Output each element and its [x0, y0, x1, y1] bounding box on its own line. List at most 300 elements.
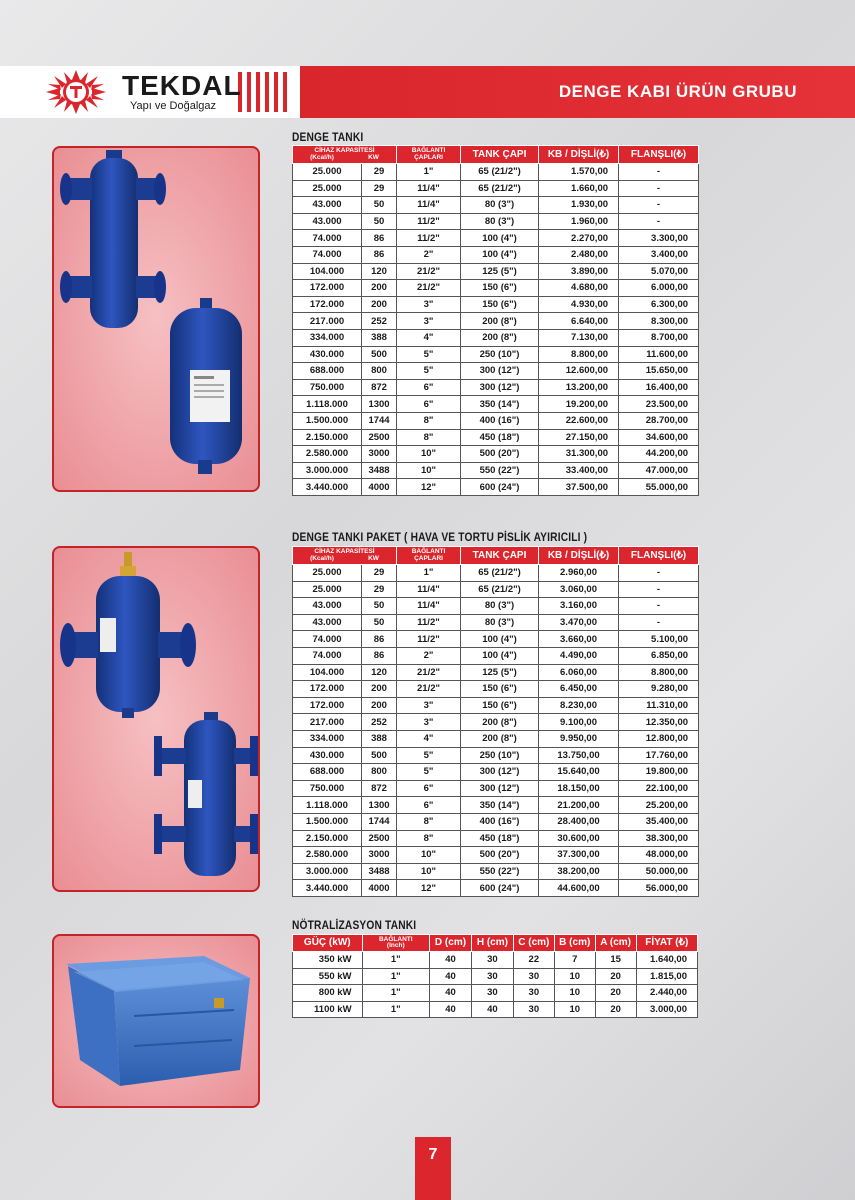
table-cell: 200: [362, 697, 397, 714]
table-cell: 3": [397, 714, 461, 731]
table-cell: 350 (14"): [461, 797, 539, 814]
table-cell: 50.000,00: [619, 863, 699, 880]
table-row: [293, 598, 699, 615]
table-cell: 150 (6"): [461, 280, 539, 297]
table-row: [293, 697, 699, 714]
table-cell: 8.800,00: [619, 664, 699, 681]
header-capacity: [293, 146, 397, 164]
table-cell: 30: [513, 985, 554, 1002]
table-cell: 300 (12"): [461, 379, 539, 396]
table-row: [293, 446, 699, 463]
table-cell: 44.600,00: [539, 880, 619, 897]
table-cell: 2.580.000: [293, 847, 362, 864]
table-cell: 4000: [362, 880, 397, 897]
header-kb-threaded: KB / DİŞLİ(₺): [539, 547, 619, 565]
table-cell: -: [619, 164, 699, 181]
table-cell: 20: [595, 1001, 636, 1018]
table-cell: 6.060,00: [539, 664, 619, 681]
header-tank-diameter: TANK ÇAPI: [461, 146, 539, 164]
table-row: [293, 764, 699, 781]
table-cell: 6.850,00: [619, 647, 699, 664]
table-cell: 1744: [362, 412, 397, 429]
table-cell: 334.000: [293, 730, 362, 747]
table-cell: 800: [362, 764, 397, 781]
table-cell: 3.890,00: [539, 263, 619, 280]
table-cell: 4.490,00: [539, 647, 619, 664]
table-cell: 3.060,00: [539, 581, 619, 598]
table-cell: 6.450,00: [539, 681, 619, 698]
table-cell: 388: [362, 329, 397, 346]
table-cell: 21/2": [397, 681, 461, 698]
table-cell: 6.000,00: [619, 280, 699, 297]
table-cell: 30: [513, 968, 554, 985]
table-cell: 18.150,00: [539, 780, 619, 797]
table-cell: 25.000: [293, 164, 362, 181]
table-row: [293, 565, 699, 582]
header-connection: [362, 935, 430, 952]
table-cell: -: [619, 598, 699, 615]
table-cell: 8.300,00: [619, 313, 699, 330]
table-cell: 800 kW: [293, 985, 363, 1002]
section-title-denge-paket: DENGE TANKI PAKET ( HAVA VE TORTU PİSLİK AYIRICILI ): [292, 530, 588, 544]
table-cell: 10: [554, 985, 595, 1002]
header-kw: KW: [368, 153, 379, 161]
table-cell: 22.100,00: [619, 780, 699, 797]
table-row: [293, 396, 699, 413]
header-capacity-label: CİHAZ KAPASİTESİ: [314, 548, 375, 555]
table-cell: 11/2": [397, 213, 461, 230]
table-cell: 104.000: [293, 664, 362, 681]
table-cell: 5.070,00: [619, 263, 699, 280]
table-cell: 200 (8"): [461, 329, 539, 346]
table-cell: 200: [362, 681, 397, 698]
brand-subtitle: Yapı ve Doğalgaz: [130, 100, 217, 112]
table-cell: 688.000: [293, 764, 362, 781]
table-cell: 86: [362, 230, 397, 247]
table-cell: 35.400,00: [619, 813, 699, 830]
table-cell: 80 (3"): [461, 614, 539, 631]
table-row: [293, 985, 698, 1002]
table-cell: 29: [362, 164, 397, 181]
table-cell: 500 (20"): [461, 847, 539, 864]
table-cell: 6.640,00: [539, 313, 619, 330]
table-row: [293, 830, 699, 847]
table-cell: 11/2": [397, 631, 461, 648]
table-row: [293, 730, 699, 747]
header-b: B (cm): [554, 935, 595, 952]
table-cell: 12.600,00: [539, 363, 619, 380]
table-cell: 3.440.000: [293, 880, 362, 897]
table-cell: 15: [595, 952, 636, 969]
table-cell: 1744: [362, 813, 397, 830]
table-cell: 2": [397, 647, 461, 664]
table-cell: 13.200,00: [539, 379, 619, 396]
table-cell: 1.815,00: [636, 968, 697, 985]
table-cell: -: [619, 197, 699, 214]
table-cell: 65 (21/2"): [461, 581, 539, 598]
table-cell: 10: [554, 1001, 595, 1018]
table-cell: 11.600,00: [619, 346, 699, 363]
separator-tank-illustration: [54, 548, 258, 890]
table-cell: 8.230,00: [539, 697, 619, 714]
table-cell: 86: [362, 246, 397, 263]
table-cell: 20: [595, 968, 636, 985]
table-cell: 350 kW: [293, 952, 363, 969]
table-cell: 350 (14"): [461, 396, 539, 413]
table-cell: 500: [362, 747, 397, 764]
table-cell: 430.000: [293, 747, 362, 764]
table-cell: 30: [471, 985, 513, 1002]
table-cell: 1": [397, 565, 461, 582]
table-row: [293, 813, 699, 830]
table-cell: 3": [397, 296, 461, 313]
table-cell: 8": [397, 830, 461, 847]
table-cell: 400 (16"): [461, 412, 539, 429]
table-cell: 1.660,00: [539, 180, 619, 197]
table-cell: 12.800,00: [619, 730, 699, 747]
header-power: GÜÇ (kW): [293, 935, 363, 952]
table-cell: 100 (4"): [461, 647, 539, 664]
table-cell: 11/2": [397, 230, 461, 247]
table-cell: 44.200,00: [619, 446, 699, 463]
header-stripes: [238, 66, 298, 118]
table-cell: 500: [362, 346, 397, 363]
table-row: [293, 296, 699, 313]
header-capacity: [293, 547, 397, 565]
table-cell: 150 (6"): [461, 697, 539, 714]
product-photo-denge-tanki: [52, 146, 260, 492]
header-connection: [397, 146, 461, 164]
table-row: [293, 631, 699, 648]
table-cell: 750.000: [293, 780, 362, 797]
table-cell: 3": [397, 697, 461, 714]
table-cell: 172.000: [293, 296, 362, 313]
price-table-notralizasyon: [292, 934, 698, 1018]
table-cell: 11/4": [397, 197, 461, 214]
table-cell: 27.150,00: [539, 429, 619, 446]
table-cell: 150 (6"): [461, 296, 539, 313]
table-cell: 20: [595, 985, 636, 1002]
header-c: C (cm): [513, 935, 554, 952]
table-cell: 25.200,00: [619, 797, 699, 814]
table-cell: 5": [397, 747, 461, 764]
table-cell: 550 kW: [293, 968, 363, 985]
table-cell: 2.150.000: [293, 830, 362, 847]
table-cell: 3488: [362, 462, 397, 479]
header-kb-threaded: KB / DİŞLİ(₺): [539, 146, 619, 164]
table-cell: 4000: [362, 479, 397, 496]
table-cell: 55.000,00: [619, 479, 699, 496]
table-cell: 80 (3"): [461, 598, 539, 615]
table-cell: -: [619, 614, 699, 631]
table-cell: 65 (21/2"): [461, 565, 539, 582]
table-cell: 4": [397, 329, 461, 346]
table-cell: 2": [397, 246, 461, 263]
table-cell: 43.000: [293, 197, 362, 214]
table-cell: 3488: [362, 863, 397, 880]
table-cell: 4.930,00: [539, 296, 619, 313]
table-cell: 172.000: [293, 681, 362, 698]
table-cell: 6": [397, 379, 461, 396]
table-cell: 8": [397, 412, 461, 429]
table-cell: 28.400,00: [539, 813, 619, 830]
table-cell: 74.000: [293, 246, 362, 263]
table-cell: 1.118.000: [293, 396, 362, 413]
table-cell: 11/2": [397, 614, 461, 631]
table-cell: 25.000: [293, 180, 362, 197]
header-capacity-label: CİHAZ KAPASİTESİ: [314, 147, 375, 154]
table-cell: 5.100,00: [619, 631, 699, 648]
table-cell: 3.660,00: [539, 631, 619, 648]
table-cell: 43.000: [293, 213, 362, 230]
table-cell: 250 (10"): [461, 747, 539, 764]
table-cell: 2.480,00: [539, 246, 619, 263]
table-cell: 300 (12"): [461, 363, 539, 380]
section-title-denge-tanki: DENGE TANKI: [292, 130, 364, 144]
table-cell: 12": [397, 479, 461, 496]
table-cell: 80 (3"): [461, 197, 539, 214]
table-cell: 10: [554, 968, 595, 985]
table-cell: 38.200,00: [539, 863, 619, 880]
table-cell: 2.440,00: [636, 985, 697, 1002]
table-cell: 30: [513, 1001, 554, 1018]
table-cell: 40: [430, 985, 472, 1002]
table-cell: 3.000.000: [293, 462, 362, 479]
table-cell: 5": [397, 363, 461, 380]
table-cell: 6": [397, 780, 461, 797]
table-cell: 10": [397, 863, 461, 880]
table-cell: 104.000: [293, 263, 362, 280]
page-header: [0, 66, 855, 118]
sun-logo-icon: [40, 70, 112, 114]
table-cell: 1.930,00: [539, 197, 619, 214]
table-cell: 750.000: [293, 379, 362, 396]
table-cell: 334.000: [293, 329, 362, 346]
table-row: [293, 379, 699, 396]
table-row: [293, 280, 699, 297]
table-cell: 5": [397, 764, 461, 781]
table-row: [293, 681, 699, 698]
table-cell: 100 (4"): [461, 230, 539, 247]
table-cell: 3": [397, 313, 461, 330]
table-cell: 688.000: [293, 363, 362, 380]
table-cell: 8.700,00: [619, 329, 699, 346]
table-cell: 200 (8"): [461, 313, 539, 330]
table-cell: 9.100,00: [539, 714, 619, 731]
table-cell: 22: [513, 952, 554, 969]
table-cell: 10": [397, 462, 461, 479]
header-d: D (cm): [430, 935, 472, 952]
table-cell: 50: [362, 213, 397, 230]
table-cell: 200: [362, 296, 397, 313]
table-cell: 40: [471, 1001, 513, 1018]
table-cell: 1.118.000: [293, 797, 362, 814]
table-cell: 37.500,00: [539, 479, 619, 496]
table-cell: 550 (22"): [461, 863, 539, 880]
table-cell: 1.640,00: [636, 952, 697, 969]
table-cell: 200 (8"): [461, 730, 539, 747]
table-cell: 21/2": [397, 280, 461, 297]
balance-tank-illustration: [54, 148, 258, 490]
table-row: [293, 313, 699, 330]
header-price: FİYAT (₺): [636, 935, 697, 952]
table-cell: 150 (6"): [461, 681, 539, 698]
table-row: [293, 412, 699, 429]
table-row: [293, 664, 699, 681]
table-row: [293, 968, 698, 985]
table-cell: 200 (8"): [461, 714, 539, 731]
table-cell: 31.300,00: [539, 446, 619, 463]
table-cell: 48.000,00: [619, 847, 699, 864]
table-cell: 1": [397, 164, 461, 181]
table-cell: 80 (3"): [461, 213, 539, 230]
table-cell: 3.470,00: [539, 614, 619, 631]
table-row: [293, 197, 699, 214]
table-cell: 1": [362, 1001, 430, 1018]
table-cell: 800: [362, 363, 397, 380]
table-cell: 125 (5"): [461, 263, 539, 280]
table-cell: 8": [397, 429, 461, 446]
table-row: [293, 213, 699, 230]
table-cell: 7: [554, 952, 595, 969]
table-cell: 65 (21/2"): [461, 164, 539, 181]
table-cell: 15.650,00: [619, 363, 699, 380]
table-cell: 21/2": [397, 664, 461, 681]
header-connection-label: BAĞLANTI: [411, 548, 446, 555]
table-cell: 86: [362, 631, 397, 648]
table-cell: 500 (20"): [461, 446, 539, 463]
header-connection-sub: (Inch): [386, 942, 405, 949]
table-cell: 6": [397, 797, 461, 814]
header-connection-label: BAĞLANTI: [378, 935, 413, 943]
table-cell: 200: [362, 280, 397, 297]
table-cell: 3.160,00: [539, 598, 619, 615]
table-cell: 450 (18"): [461, 429, 539, 446]
table-cell: 74.000: [293, 631, 362, 648]
table-cell: 2.960,00: [539, 565, 619, 582]
table-cell: 12": [397, 880, 461, 897]
table-cell: 37.300,00: [539, 847, 619, 864]
header-flanged: FLANŞLI(₺): [619, 146, 699, 164]
header-h: H (cm): [471, 935, 513, 952]
table-cell: 10": [397, 847, 461, 864]
table-cell: 300 (12"): [461, 764, 539, 781]
table-cell: 1300: [362, 396, 397, 413]
table-row: [293, 647, 699, 664]
table-cell: 43.000: [293, 614, 362, 631]
table-cell: 550 (22"): [461, 462, 539, 479]
table-row: [293, 246, 699, 263]
table-cell: 3.000,00: [636, 1001, 697, 1018]
table-cell: 120: [362, 263, 397, 280]
table-cell: 4": [397, 730, 461, 747]
brand-name: TEKDAL: [122, 70, 242, 101]
header-kcal: (Kcal/h): [310, 153, 334, 161]
table-row: [293, 714, 699, 731]
page-number: 7: [415, 1137, 451, 1200]
table-cell: 1": [362, 968, 430, 985]
table-cell: 1100 kW: [293, 1001, 363, 1018]
table-cell: 9.280,00: [619, 681, 699, 698]
table-row: [293, 880, 699, 897]
table-cell: 30: [471, 968, 513, 985]
table-cell: 172.000: [293, 280, 362, 297]
table-cell: 50: [362, 598, 397, 615]
table-cell: 11/4": [397, 180, 461, 197]
table-cell: 21.200,00: [539, 797, 619, 814]
table-cell: 7.130,00: [539, 329, 619, 346]
table-cell: 9.950,00: [539, 730, 619, 747]
table-cell: 13.750,00: [539, 747, 619, 764]
header-connection-label: BAĞLANTI: [411, 147, 446, 154]
table-cell: 1": [362, 985, 430, 1002]
table-cell: 16.400,00: [619, 379, 699, 396]
table-cell: 3000: [362, 847, 397, 864]
section-title-notralizasyon: NÖTRALİZASYON TANKI: [292, 918, 417, 932]
table-row: [293, 429, 699, 446]
table-cell: 252: [362, 714, 397, 731]
header-flanged: FLANŞLI(₺): [619, 547, 699, 565]
table-cell: 29: [362, 565, 397, 582]
table-row: [293, 180, 699, 197]
table-cell: 21/2": [397, 263, 461, 280]
table-cell: -: [619, 180, 699, 197]
header-tank-diameter: TANK ÇAPI: [461, 547, 539, 565]
table-cell: 2.580.000: [293, 446, 362, 463]
table-row: [293, 462, 699, 479]
table-cell: 74.000: [293, 230, 362, 247]
table-row: [293, 780, 699, 797]
table-cell: 217.000: [293, 313, 362, 330]
table-cell: 1.960,00: [539, 213, 619, 230]
table-row: [293, 230, 699, 247]
table-cell: 25.000: [293, 565, 362, 582]
table-cell: 8": [397, 813, 461, 830]
table-cell: 600 (24"): [461, 880, 539, 897]
table-row: [293, 164, 699, 181]
table-cell: 6": [397, 396, 461, 413]
table-row: [293, 479, 699, 496]
header-a: A (cm): [595, 935, 636, 952]
table-cell: 1.570,00: [539, 164, 619, 181]
table-cell: 40: [430, 968, 472, 985]
price-table-denge-paket: [292, 546, 699, 897]
table-row: [293, 363, 699, 380]
product-photo-notralizasyon: [52, 934, 260, 1108]
price-table-denge-tanki: [292, 145, 699, 496]
table-cell: 5": [397, 346, 461, 363]
header-connection: [397, 547, 461, 565]
table-cell: 11.310,00: [619, 697, 699, 714]
table-row: [293, 581, 699, 598]
table-cell: 120: [362, 664, 397, 681]
table-cell: 22.600,00: [539, 412, 619, 429]
table-row: [293, 263, 699, 280]
table-cell: 3.440.000: [293, 479, 362, 496]
table-cell: 19.200,00: [539, 396, 619, 413]
table-cell: 2.270,00: [539, 230, 619, 247]
table-cell: 872: [362, 780, 397, 797]
table-cell: 252: [362, 313, 397, 330]
table-cell: 28.700,00: [619, 412, 699, 429]
table-cell: 872: [362, 379, 397, 396]
table-cell: 3.300,00: [619, 230, 699, 247]
table-cell: 65 (21/2"): [461, 180, 539, 197]
page-title: DENGE KABI ÜRÜN GRUBU: [558, 82, 797, 101]
table-cell: 125 (5"): [461, 664, 539, 681]
table-row: [293, 614, 699, 631]
table-cell: 300 (12"): [461, 780, 539, 797]
